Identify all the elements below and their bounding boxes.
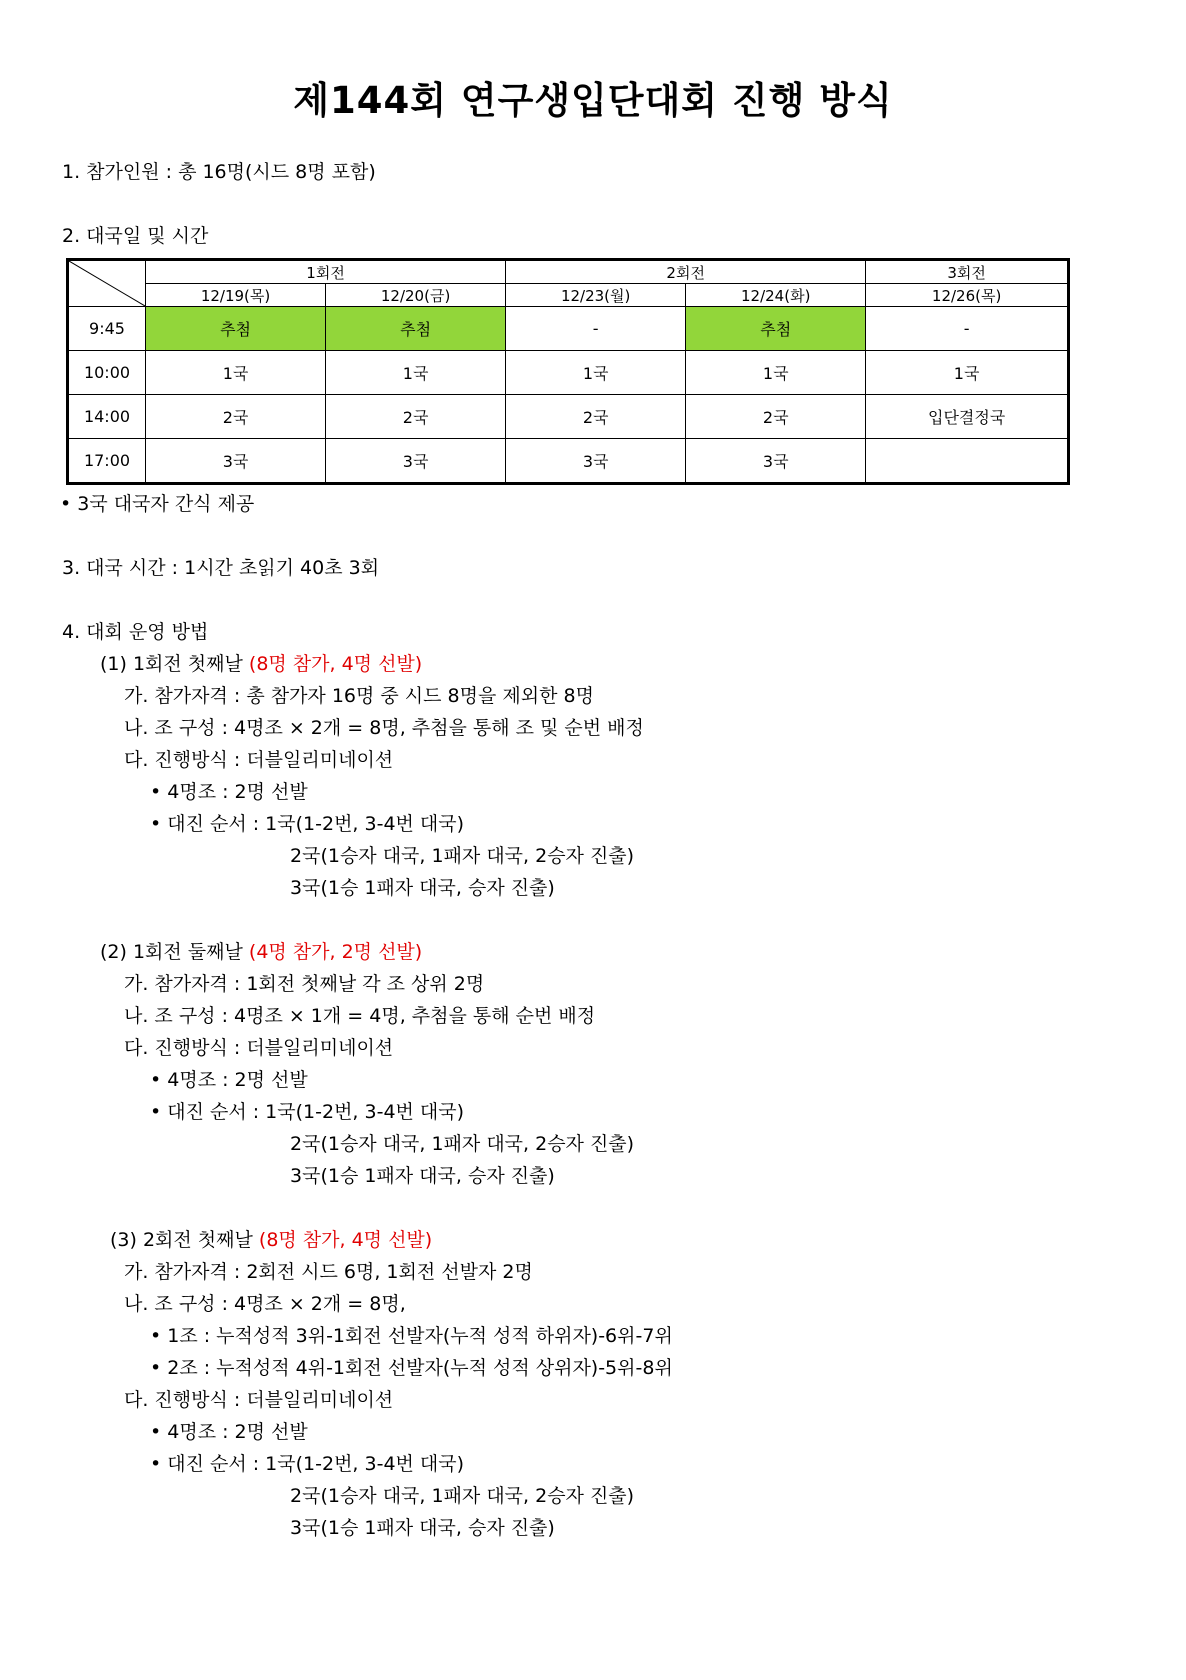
date-cell: 12/26(목) [866, 284, 1069, 307]
table-row [68, 439, 1069, 484]
diagonal-header-cell [68, 260, 146, 307]
part-2-heading-red: (4명 참가, 2명 선발) [248, 941, 423, 963]
schedule-cell: 1국 [506, 351, 686, 395]
schedule-cell [866, 439, 1069, 484]
time-cell: 17:00 [68, 439, 146, 484]
part-3-order-3: 3국(1승 1패자 대국, 승자 진출) [290, 1517, 555, 1539]
round-header-2: 2회전 [506, 260, 866, 284]
table-row [68, 395, 1069, 439]
section-4-heading: 4. 대회 운영 방법 [62, 621, 209, 643]
date-cell: 12/23(월) [506, 284, 686, 307]
part-2-method: 다. 진행방식 : 더블일리미네이션 [124, 1037, 394, 1059]
part-2-order-3: 3국(1승 1패자 대국, 승자 진출) [290, 1165, 555, 1187]
schedule-table [66, 258, 1070, 485]
diagonal-line-icon [69, 261, 145, 306]
part-1-heading [100, 652, 422, 676]
part-3-selection: • 4명조 : 2명 선발 [150, 1421, 308, 1443]
schedule-cell: 1국 [866, 351, 1069, 395]
section-3-time: 3. 대국 시간 : 1시간 초읽기 40초 3회 [62, 557, 380, 579]
part-1-groups: 나. 조 구성 : 4명조 × 2개 = 8명, 추첨을 통해 조 및 순번 배정 [124, 717, 644, 739]
schedule-cell: - [866, 307, 1069, 351]
part-2-selection: • 4명조 : 2명 선발 [150, 1069, 308, 1091]
part-2-groups: 나. 조 구성 : 4명조 × 1개 = 4명, 추첨을 통해 순번 배정 [124, 1005, 596, 1027]
part-3-heading-red: (8명 참가, 4명 선발) [258, 1229, 433, 1251]
part-2-eligibility: 가. 참가자격 : 1회전 첫째날 각 조 상위 2명 [124, 973, 485, 995]
part-2-order-2: 2국(1승자 대국, 1패자 대국, 2승자 진출) [290, 1133, 635, 1155]
part-1-order-3: 3국(1승 1패자 대국, 승자 진출) [290, 877, 555, 899]
part-3-group-1: • 1조 : 누적성적 3위-1회전 선발자(누적 성적 하위자)-6위-7위 [150, 1325, 673, 1347]
part-3-group-2: • 2조 : 누적성적 4위-1회전 선발자(누적 성적 상위자)-5위-8위 [150, 1357, 673, 1379]
date-cell: 12/20(금) [326, 284, 506, 307]
schedule-cell: 2국 [506, 395, 686, 439]
schedule-cell: 3국 [506, 439, 686, 484]
schedule-cell: 2국 [146, 395, 326, 439]
part-1-order-1: • 대진 순서 : 1국(1-2번, 3-4번 대국) [150, 813, 465, 835]
round-header-3: 3회전 [866, 260, 1069, 284]
time-cell: 10:00 [68, 351, 146, 395]
part-1-order-2: 2국(1승자 대국, 1패자 대국, 2승자 진출) [290, 845, 635, 867]
part-3-groups: 나. 조 구성 : 4명조 × 2개 = 8명, [124, 1293, 406, 1315]
draw-cell: 추첨 [146, 307, 326, 351]
date-cell: 12/19(목) [146, 284, 326, 307]
schedule-cell: 2국 [326, 395, 506, 439]
time-cell: 14:00 [68, 395, 146, 439]
part-3-eligibility: 가. 참가자격 : 2회전 시드 6명, 1회전 선발자 2명 [124, 1261, 533, 1283]
schedule-cell: 1국 [146, 351, 326, 395]
table-row-rounds [68, 260, 1069, 284]
draw-cell: 추첨 [326, 307, 506, 351]
draw-cell: 추첨 [686, 307, 866, 351]
part-3-method: 다. 진행방식 : 더블일리미네이션 [124, 1389, 394, 1411]
part-1-eligibility: 가. 참가자격 : 총 참가자 16명 중 시드 8명을 제외한 8명 [124, 685, 594, 707]
schedule-cell: 입단결정국 [866, 395, 1069, 439]
section-2-heading: 2. 대국일 및 시간 [62, 225, 209, 247]
schedule-cell: 1국 [686, 351, 866, 395]
part-2-heading [100, 940, 422, 964]
schedule-cell: 2국 [686, 395, 866, 439]
part-1-heading-text: (1) 1회전 첫째날 [100, 653, 249, 675]
table-row-dates [68, 284, 1069, 307]
date-cell: 12/24(화) [686, 284, 866, 307]
snack-note: • 3국 대국자 간식 제공 [60, 493, 255, 515]
round-header-1: 1회전 [146, 260, 506, 284]
part-3-order-1: • 대진 순서 : 1국(1-2번, 3-4번 대국) [150, 1453, 465, 1475]
schedule-cell: 3국 [146, 439, 326, 484]
part-2-order-1: • 대진 순서 : 1국(1-2번, 3-4번 대국) [150, 1101, 465, 1123]
part-3-heading [110, 1228, 432, 1252]
table-row [68, 351, 1069, 395]
part-2-heading-text: (2) 1회전 둘째날 [100, 941, 249, 963]
time-cell: 9:45 [68, 307, 146, 351]
schedule-cell: 1국 [326, 351, 506, 395]
schedule-cell: - [506, 307, 686, 351]
part-3-heading-text: (3) 2회전 첫째날 [110, 1229, 259, 1251]
schedule-cell: 3국 [686, 439, 866, 484]
part-1-method: 다. 진행방식 : 더블일리미네이션 [124, 749, 394, 771]
schedule-cell: 3국 [326, 439, 506, 484]
part-1-selection: • 4명조 : 2명 선발 [150, 781, 308, 803]
table-row [68, 307, 1069, 351]
part-3-order-2: 2국(1승자 대국, 1패자 대국, 2승자 진출) [290, 1485, 635, 1507]
part-1-heading-red: (8명 참가, 4명 선발) [248, 653, 423, 675]
page-title: 제144회 연구생입단대회 진행 방식 [293, 79, 893, 122]
section-1-participants: 1. 참가인원 : 총 16명(시드 8명 포함) [62, 161, 376, 183]
